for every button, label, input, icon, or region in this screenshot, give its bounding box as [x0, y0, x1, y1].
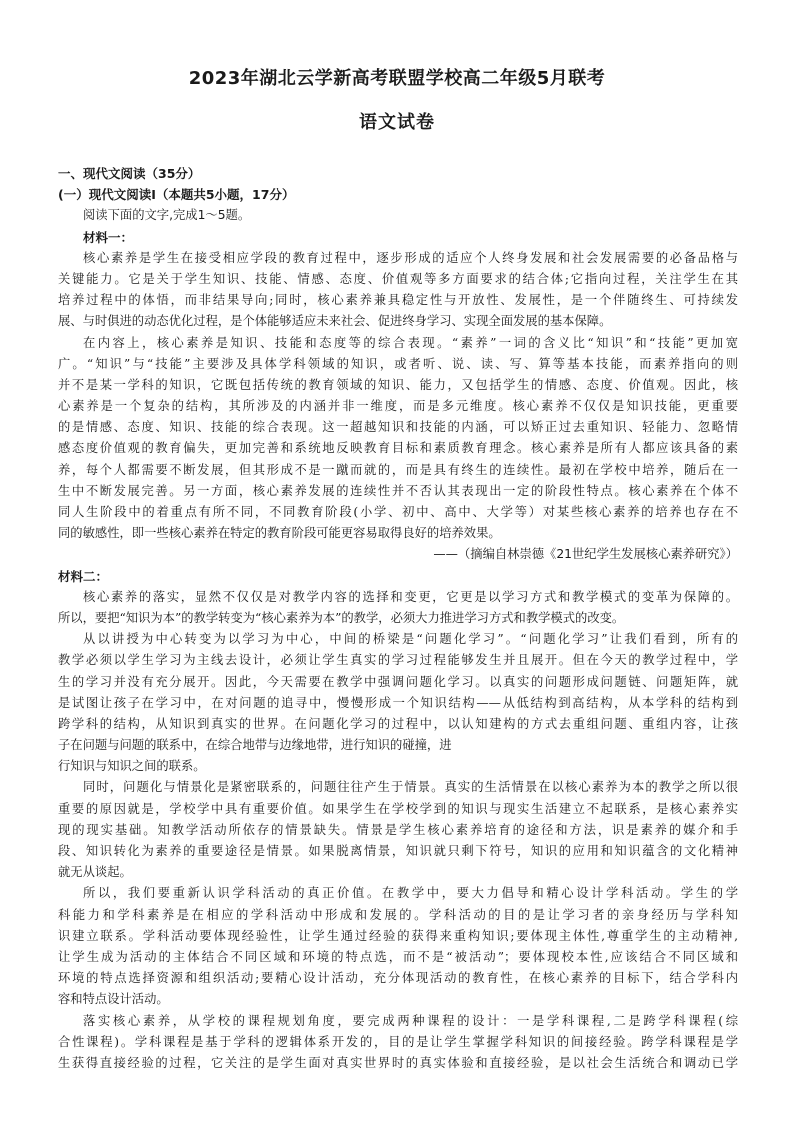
exam-content	[58, 163, 738, 1074]
paragraph-line: 在内容上，核心素养是知识、技能和态度等的综合表现。“素养”一词的含义比“知识”和“技能”更加宽	[83, 335, 738, 350]
source-citation: ——（摘编自林崇德《21世纪学生发展核心素养研究》）	[433, 547, 738, 562]
paragraph-line: 跨学科的结构，从知识到真实的世界。在问题化学习的过程中，以认知建构的方式去重组问题、重组内容，让孩	[58, 716, 738, 731]
paragraph-line: 科能力和学科素养是在相应的学科活动中形成和发展的。学科活动的目的是让学习者的亲身经历与学科知	[58, 907, 738, 922]
paragraph-line: 重要的原因就是，学校学中具有重要价值。如果学生在学校学到的知识与现实生活建立不起联系，是核心素养实	[58, 801, 738, 816]
paragraph-line: 让学生成为活动的主体结合不同区域和环境的特点选，而不是“被活动”；要体现校本性,应该结合不同区域和	[58, 949, 738, 964]
material-1-body	[58, 248, 738, 545]
paragraph-line: 的是情感、态度、知识、技能的综合表现。这一超越知识和技能的内涵，可以矫正过去重知识、轻能力、忽略情	[58, 420, 738, 435]
paragraph-line: 环境的特点选择资源和组织活动;要精心设计活动，充分体现活动的教育性，在核心素养的目标下，结合学科内	[58, 971, 738, 986]
paragraph-line: 心素养是一个复杂的结构，其所涉及的内涵并非一维度，而是多元维度。核心素养不仅仅是知识技能，更重要	[58, 399, 738, 414]
paragraph-line: 行知识与知识之间的联系。	[58, 759, 206, 774]
instruction-text: 阅读下面的文字,完成1～5题。	[83, 208, 251, 223]
paragraph-line: 教学必须以学生学习为主线去设计，必须让学生真实的学习过程能够发生并且展开。但在今天的教学过程中，学	[58, 653, 738, 668]
paragraph-line: 所以，要把“知识为本”的教学转变为“核心素养为本”的教学，必须大力推进学习方式和教学模式的改变。	[58, 610, 625, 625]
paragraph-line: 核心素养是学生在接受相应学段的教育过程中，逐步形成的适应个人终身发展和社会发展需要的必备品格与	[83, 250, 738, 265]
material-2-body	[58, 587, 738, 1074]
paragraph-line: 识建立联系。学科活动要体现经验性，让学生通过经验的获得来重构知识;要体现主体性,尊重学生的主动精神,	[58, 928, 738, 943]
part-heading: 一、现代文阅读（35分）	[58, 166, 201, 181]
paragraph-line: 同的敏感性，即一些核心素养在特定的教育阶段可能更容易取得良好的培养效果。	[58, 526, 501, 541]
paragraph-line: 就无从谈起。	[58, 865, 132, 880]
exam-title: 2023年湖北云学新高考联盟学校高二年级5月联考	[188, 68, 606, 89]
paragraph-line: 所以，我们要重新认识学科活动的真正价值。在教学中，要大力倡导和精心设计学科活动。学生的学	[83, 886, 738, 901]
paragraph-line: 合性课程)。学科课程是基于学科的逻辑体系开发的，目的是让学生掌握学科知识的间接经验。跨学科课程是学	[58, 1034, 738, 1049]
paragraph-line: 子在问题与问题的联系中，在综合地带与边缘地带，进行知识的碰撞，进	[58, 738, 452, 753]
sub-heading: (一）现代文阅读Ⅰ（本题共5小题，17分）	[58, 187, 295, 203]
paragraph-line: 生的学习并没有充分展开。因此，今天需要在教学中强调问题化学习。以真实的问题形成问题链、问题矩阵，就	[58, 674, 738, 689]
exam-subtitle: 语文试卷	[359, 112, 435, 133]
paragraph-line: 生中不断发展完善。另一方面，核心素养发展的连续性并不否认其表现出一定的阶段性特点。核心素养在个体不	[58, 483, 738, 498]
material-2-label: 材料二：	[58, 568, 109, 584]
paragraph-line: 关键能力。它是关于学生知识、技能、情感、态度、价值观等多方面要求的结合体;它指向过程，关注学生在其	[58, 271, 738, 286]
paragraph-line: 是试图让孩子在学习中，在对问题的追寻中，慢慢形成一个知识结构——从低结构到高结构，从本学科的结构到	[58, 695, 738, 710]
paragraph-line: 落实核心素养，从学校的课程规划角度，要完成两种课程的设计：一是学科课程,二是跨学科课程(综	[83, 1013, 738, 1028]
paragraph-line: 广。“知识”与“技能”主要涉及具体学科领域的知识，或者听、说、读、写、算等基本技能，而素养指向的则	[58, 356, 738, 371]
paragraph-line: 从以讲授为中心转变为以学习为中心，中间的桥梁是“问题化学习”。“问题化学习”让我们看到，所有的	[83, 632, 738, 647]
paragraph-line: 核心素养的落实，显然不仅仅是对教学内容的选择和变更，它更是以学习方式和教学模式的变革为保障的。	[83, 589, 738, 604]
paragraph-line: 感态度价值观的教育偏失，更加完善和系统地反映教育目标和素质教育理念。核心素养是所有人都应该具备的素	[58, 441, 738, 456]
paragraph-line: 同人生阶段中的着重点有所不同，不同教育阶段(小学、初中、高中、大学等）对某些核心素养的培养也存在不	[58, 505, 738, 519]
paragraph-line: 并不是某一学科的知识，它既包括传统的教育领域的知识、能力，又包括学生的情感、态度、价值观。因此，核	[58, 377, 738, 392]
paragraph-line: 生获得直接经验的过程，它关注的是学生面对真实世界时的真实体验和直接经验，是以社会生活统合和调动已学	[58, 1055, 738, 1070]
paragraph-line: 现的现实基础。知教学活动所依存的情景缺失。情景是学生核心素养培育的途径和方法，识是素养的媒介和手	[58, 822, 738, 837]
paragraph-line: 养，每个人都需要不断发展，但其形成不是一蹴而就的，而是具有终生的连续性。最初在学校中培养，随后在一	[58, 462, 738, 477]
paragraph-line: 容和特点设计活动。	[58, 992, 169, 1007]
paragraph-line: 展、与时俱进的动态优化过程，是个体能够适应未来社会、促进终身学习、实现全面发展的基本保障。	[58, 314, 612, 329]
paragraph-line: 段、知识转化为素养的重要途径是情景。如果脱离情景，知识就只剩下符号，知识的应用和知识蕴含的文化精神	[58, 844, 738, 858]
material-1-label: 材料一：	[83, 229, 134, 245]
paragraph-line: 培养过程中的体悟，而非结果导向;同时，核心素养兼具稳定性与开放性、发展性，是一个伴随终生、可持续发	[58, 293, 738, 308]
paragraph-line: 同时，问题化与情景化是紧密联系的，问题往往产生于情景。真实的生活情景在以核心素养为本的教学之所以很	[83, 780, 738, 795]
